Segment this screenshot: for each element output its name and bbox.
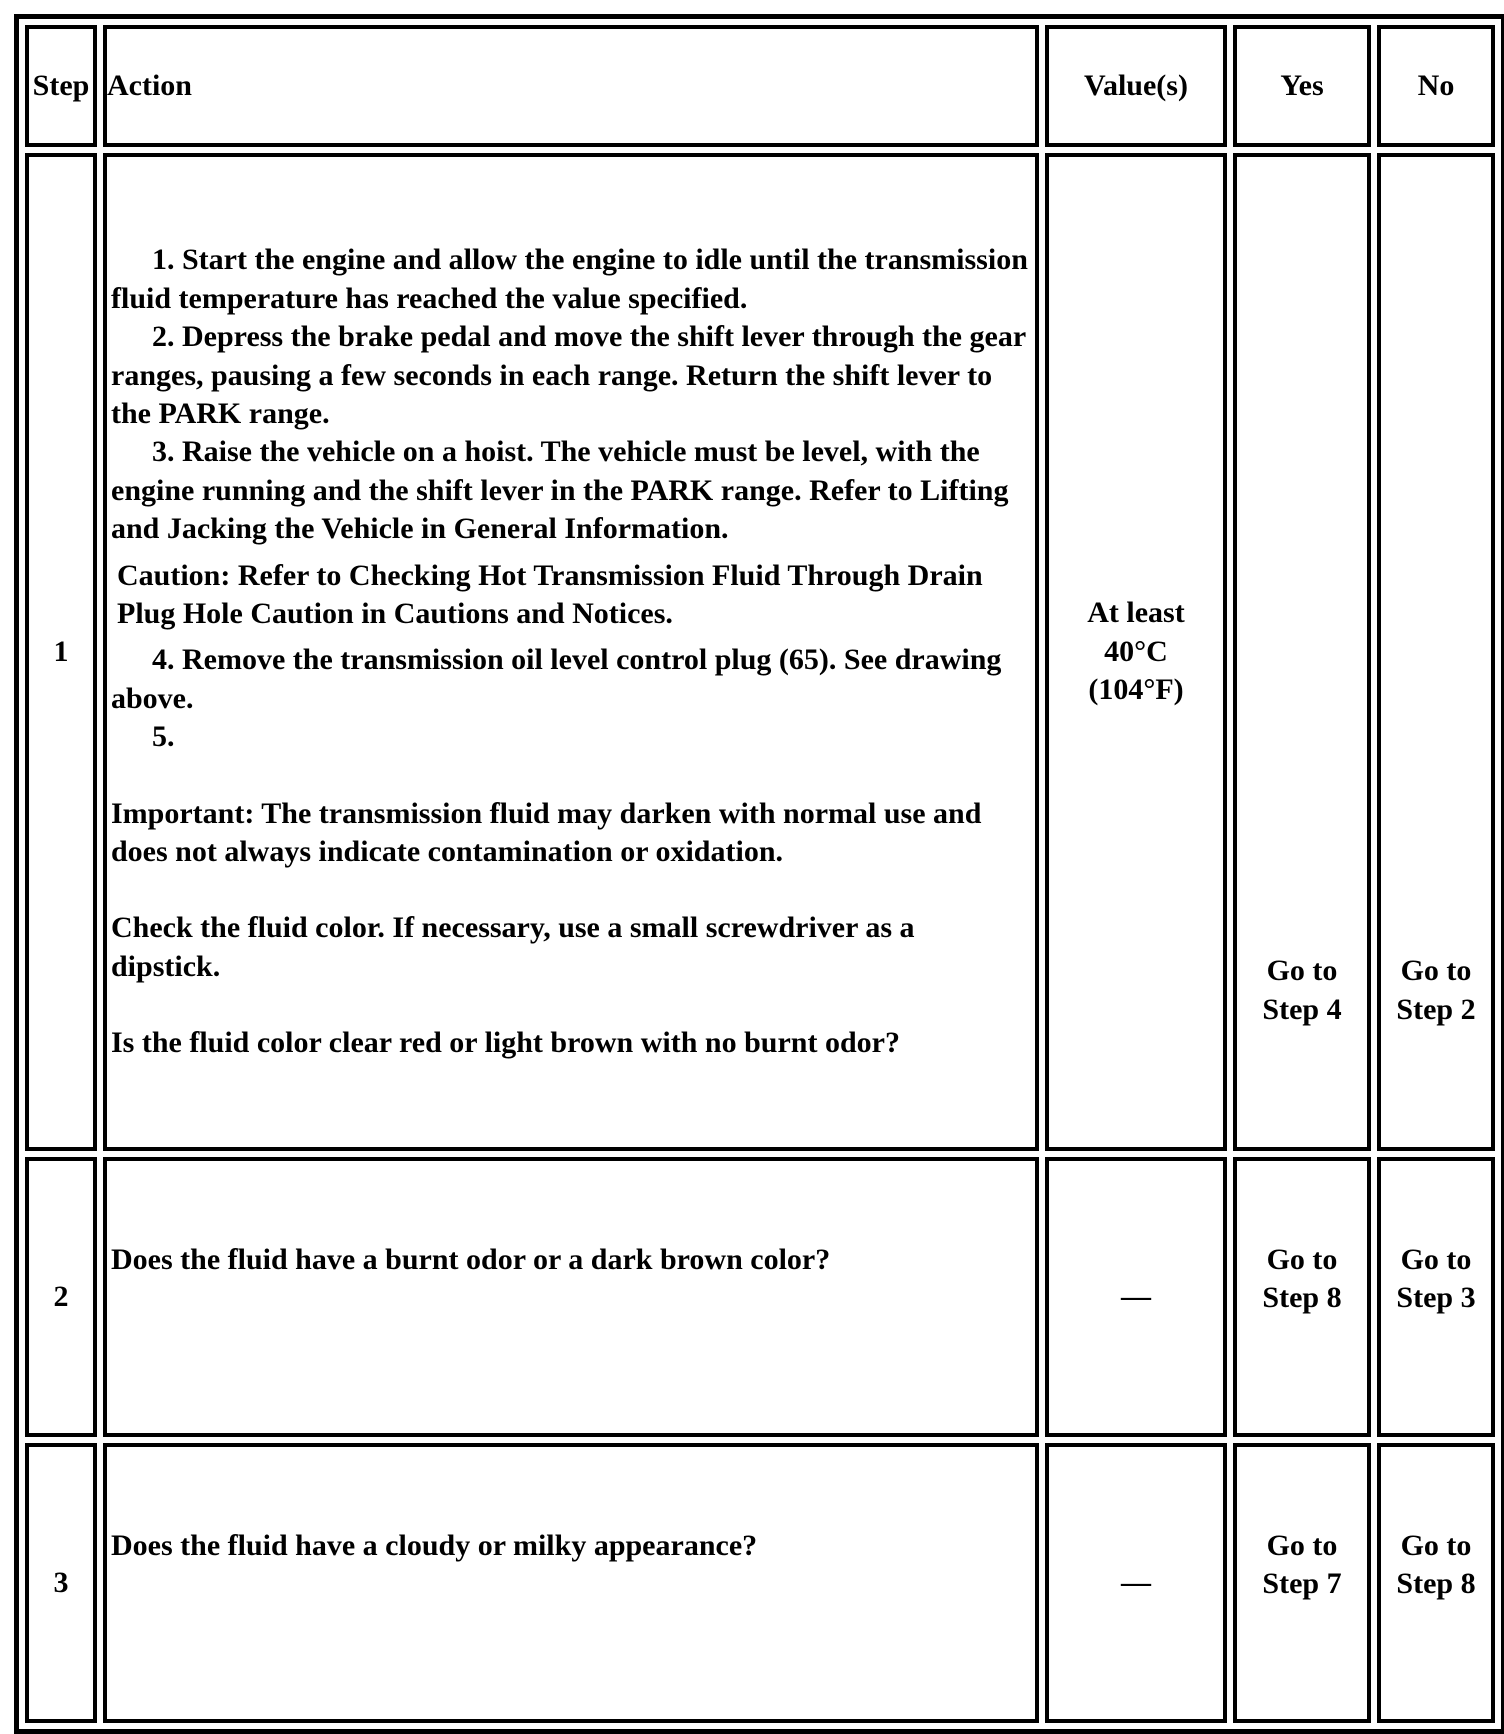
step-number: 1 bbox=[25, 153, 97, 1151]
no-cell bbox=[1377, 153, 1495, 1151]
header-row bbox=[25, 25, 1495, 147]
header-values: Value(s) bbox=[1045, 25, 1227, 147]
yes-cell bbox=[1233, 153, 1371, 1151]
check-instruction: Check the fluid color. If necessary, use a small screwdriver as a dipstick. bbox=[111, 911, 915, 983]
action-content bbox=[107, 241, 1035, 1062]
header-step: Step bbox=[25, 25, 97, 147]
instruction-3: 3. Raise the vehicle on a hoist. The vehicle must be level, with the engine running and the shift lever in the PARK range. Refer to Lifting and Jacking the Vehicle in General Information. bbox=[111, 435, 1009, 546]
step-question: Does the fluid have a burnt odor or a dark brown color? bbox=[111, 1243, 831, 1276]
yes-line: Step 8 bbox=[1262, 1281, 1342, 1315]
action-cell bbox=[103, 1157, 1039, 1437]
no-line: Step 3 bbox=[1396, 1281, 1476, 1315]
action-cell bbox=[103, 153, 1039, 1151]
header-action: Action bbox=[103, 25, 1039, 147]
table-row bbox=[25, 1157, 1495, 1437]
step-question: Is the fluid color clear red or light brown with no burnt odor? bbox=[111, 1026, 900, 1060]
value-line: (104°F) bbox=[1088, 673, 1184, 707]
value-cell: — bbox=[1045, 1157, 1227, 1437]
action-cell bbox=[103, 1443, 1039, 1723]
yes-line: Step 7 bbox=[1262, 1567, 1342, 1601]
no-line: Step 8 bbox=[1396, 1567, 1476, 1601]
value-cell bbox=[1045, 153, 1227, 1151]
important-note: Important: The transmission fluid may darken with normal use and does not always indicate contamination or oxidation. bbox=[111, 796, 982, 868]
diagnostic-table bbox=[14, 14, 1504, 1734]
yes-cell bbox=[1233, 1157, 1371, 1437]
value-line: At least bbox=[1087, 596, 1185, 630]
instruction-4: 4. Remove the transmission oil level control plug (65). See drawing above. bbox=[111, 643, 1002, 715]
step-question: Does the fluid have a cloudy or milky appearance? bbox=[111, 1529, 758, 1562]
yes-cell bbox=[1233, 1443, 1371, 1723]
no-line: Go to bbox=[1400, 1529, 1472, 1562]
no-line: Go to bbox=[1400, 954, 1472, 988]
instruction-2: 2. Depress the brake pedal and move the shift lever through the gear ranges, pausing a few seconds in each range. Return the shift lever to the PARK range. bbox=[111, 320, 1026, 431]
no-line: Step 2 bbox=[1396, 992, 1476, 1026]
header-yes: Yes bbox=[1233, 25, 1371, 147]
yes-line: Step 4 bbox=[1262, 992, 1342, 1026]
no-cell bbox=[1377, 1443, 1495, 1723]
step-number: 2 bbox=[25, 1157, 97, 1437]
instruction-5: 5. bbox=[152, 720, 175, 754]
value-line: 40°C bbox=[1104, 634, 1168, 668]
no-cell bbox=[1377, 1157, 1495, 1437]
instruction-1: 1. Start the engine and allow the engine to idle until the transmission fluid temperature has reached the value specified. bbox=[111, 243, 1028, 315]
table-row bbox=[25, 153, 1495, 1151]
caution-note: Caution: Refer to Checking Hot Transmission Fluid Through Drain Plug Hole Caution in Cautions and Notices. bbox=[117, 558, 983, 630]
header-no: No bbox=[1377, 25, 1495, 147]
yes-line: Go to bbox=[1266, 954, 1338, 988]
step-number: 3 bbox=[25, 1443, 97, 1723]
no-line: Go to bbox=[1400, 1243, 1472, 1276]
yes-line: Go to bbox=[1266, 1243, 1338, 1276]
value-cell: — bbox=[1045, 1443, 1227, 1723]
table-row bbox=[25, 1443, 1495, 1723]
yes-line: Go to bbox=[1266, 1529, 1338, 1562]
